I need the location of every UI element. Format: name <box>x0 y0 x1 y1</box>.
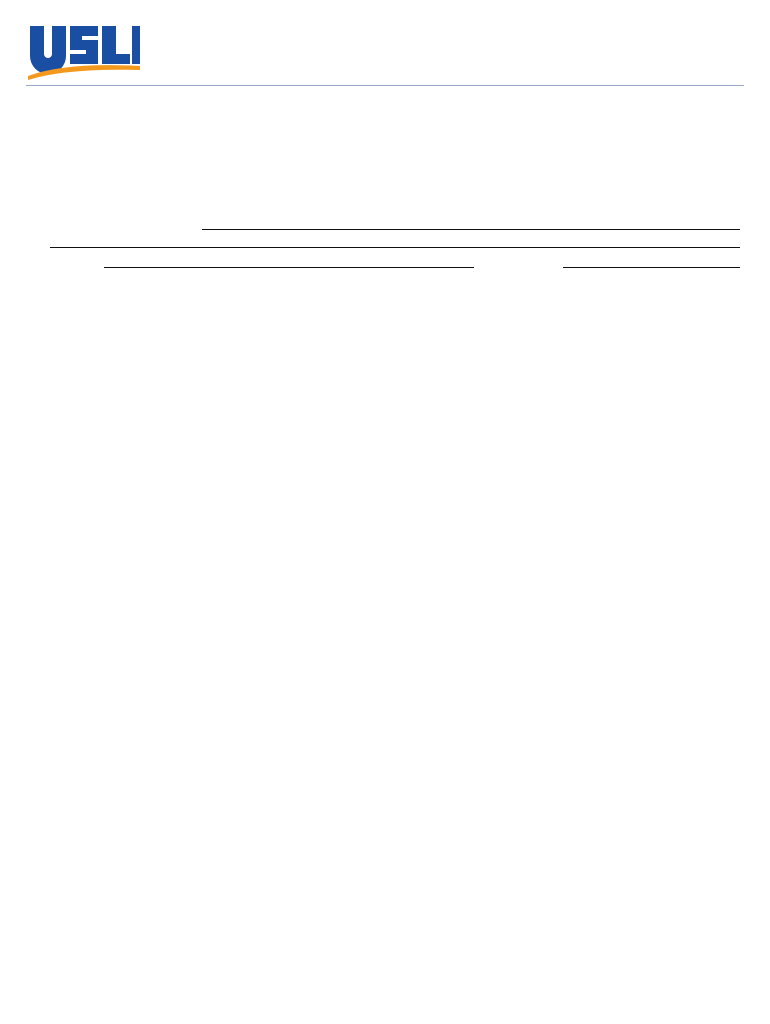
agency-address-field[interactable] <box>50 247 740 248</box>
header-divider <box>26 85 744 86</box>
email-field[interactable] <box>563 267 740 268</box>
agency-name-field[interactable] <box>202 229 740 230</box>
usli-logo <box>26 22 142 80</box>
website-field[interactable] <box>104 267 474 268</box>
